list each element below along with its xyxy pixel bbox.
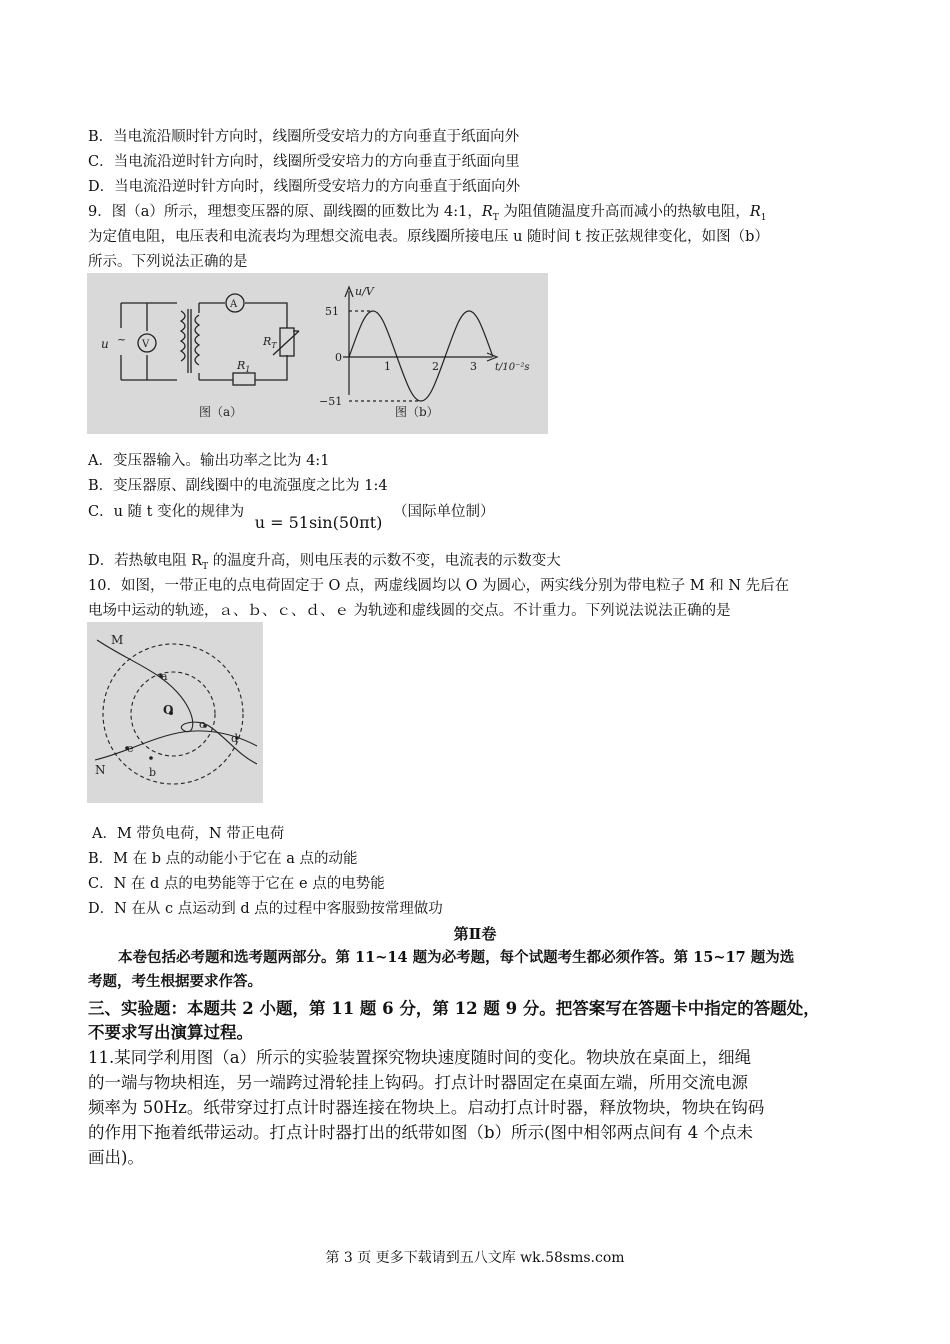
label-a: a (161, 670, 168, 683)
q9-figure (87, 273, 548, 434)
q9-option-c: C．u 随 t 变化的规律为 u = 51sin(50πt) （国际单位制） (88, 504, 495, 532)
y-max-label: 51 (325, 305, 339, 318)
part3-heading-line1: 三、实验题：本题共 2 小题，第 11 题 6 分，第 12 题 9 分。把答案写在答题卡中指定的答题处， (88, 999, 820, 1018)
label-d: d (231, 732, 239, 745)
section2-title: 第Ⅱ卷 (453, 925, 497, 943)
x-axis-label: t/10⁻²s (495, 362, 530, 373)
sine-wave (349, 311, 493, 401)
label-b: b (149, 766, 157, 779)
label-c: c (199, 718, 206, 731)
q10-stem-line1: 10．如图，一带正电的点电荷固定于 O 点，两虚线圆均以 O 为圆心，两实线分别为带电粒子 M 和 N 先后在 (88, 578, 790, 594)
label-m: M (111, 633, 124, 647)
q9-option-a: A．变压器输入。输出功率之比为 4:1 (88, 453, 330, 469)
q11-line2: 的一端与物块相连，另一端跨过滑轮挂上钩码。打点计时器固定在桌面左端，所用交流电源 (88, 1073, 748, 1092)
q10-figure-svg (87, 622, 263, 803)
label-o: O (163, 703, 174, 717)
caption-a: 图（a） (199, 405, 243, 419)
q10-option-c: C．N 在 d 点的电势能等于它在 e 点的电势能 (88, 876, 385, 892)
q9-stem-line3: 所示。下列说法正确的是 (88, 254, 248, 270)
q10-option-a: A．M 带负电荷，N 带正电荷 (92, 826, 285, 842)
q10-option-d: D．N 在从 c 点运动到 d 点的过程中客服勁按常理做功 (88, 901, 443, 917)
q9-stem-line2: 为定值电阻，电压表和电流表均为理想交流电表。原线圈所接电压 u 随时间 t 按正弦规律变化，如图（b） (88, 229, 769, 245)
trajectory-m (97, 640, 257, 764)
r1-label: $R_1$ (237, 359, 251, 374)
q9-stem-line1: 9．图（a）所示，理想变压器的原、副线圈的匝数比为 4:1，$R_T$ 为阻值随温度升高而减小的热敏电阻，$R_1$ (88, 204, 767, 223)
origin-label: 0 (335, 351, 342, 364)
label-n: N (95, 763, 106, 777)
y-min-label: −51 (319, 395, 343, 408)
section2-intro-line1: 本卷包括必考题和选考题两部分。第 11~14 题为必考题，每个试题考生都必须作答。第 15~17 题为选 (118, 949, 795, 966)
q9-formula: u = 51sin(50πt) (254, 513, 383, 532)
q9-option-d: D．若热敏电阻 $R_T$ 的温度升高，则电压表的示数不变，电流表的示数变大 (88, 553, 561, 572)
q9-option-b: B．变压器原、副线圈中的电流强度之比为 1:4 (88, 478, 388, 494)
q10-stem-line2: 电场中运动的轨迹，ａ、ｂ、ｃ、ｄ、ｅ 为轨迹和虚线圆的交点。不计重力。下列说法说法正确的是 (88, 603, 731, 619)
voltmeter-label: V (142, 339, 150, 350)
q8-option-b: B．当电流沿顺时针方向时，线圈所受安培力的方向垂直于纸面向外 (88, 129, 520, 145)
resistor-r1 (233, 373, 255, 385)
q10-figure (87, 622, 263, 803)
q11-line5: 画出)。 (88, 1148, 144, 1167)
q8-option-c: C．当电流沿逆时针方向时，线圈所受安培力的方向垂直于纸面向里 (88, 154, 520, 170)
voltage-graph (343, 287, 497, 401)
x-tick-1: 1 (384, 360, 391, 373)
page-footer: 第 3 页 更多下载请到五八文库 wk.58sms.com (325, 1250, 625, 1266)
q8-option-d: D．当电流沿逆时针方向时，线圈所受安培力的方向垂直于纸面向外 (88, 179, 521, 195)
rt-label: $R_T$ (263, 335, 277, 350)
q11-line4: 的作用下拖着纸带运动。打点计时器打出的纸带如图（b）所示(图中相邻两点间有 4 个点未 (88, 1123, 753, 1142)
u-label: u (101, 337, 109, 351)
q9-figure-svg (87, 273, 548, 434)
y-axis-label: u/V (355, 285, 374, 298)
q10-option-b: B．M 在 b 点的动能小于它在 a 点的动能 (88, 851, 358, 867)
caption-b: 图（b） (395, 405, 439, 419)
label-e: e (127, 742, 134, 755)
q11-line1: 11.某同学利用图（a）所示的实验装置探究物块速度随时间的变化。物块放在桌面上，细绳 (88, 1048, 752, 1067)
ammeter-label: A (230, 299, 238, 310)
tilde-symbol: ~ (117, 333, 127, 346)
x-tick-2: 2 (432, 360, 439, 373)
part3-heading-line2: 不要求写出演算过程。 (88, 1023, 253, 1042)
x-tick-3: 3 (470, 360, 477, 373)
section2-intro-line2: 考题，考生根据要求作答。 (88, 973, 262, 990)
q11-line3: 频率为 50Hz。纸带穿过打点计时器连接在物块上。启动打点计时器，释放物块，物块在钩码 (88, 1098, 765, 1117)
